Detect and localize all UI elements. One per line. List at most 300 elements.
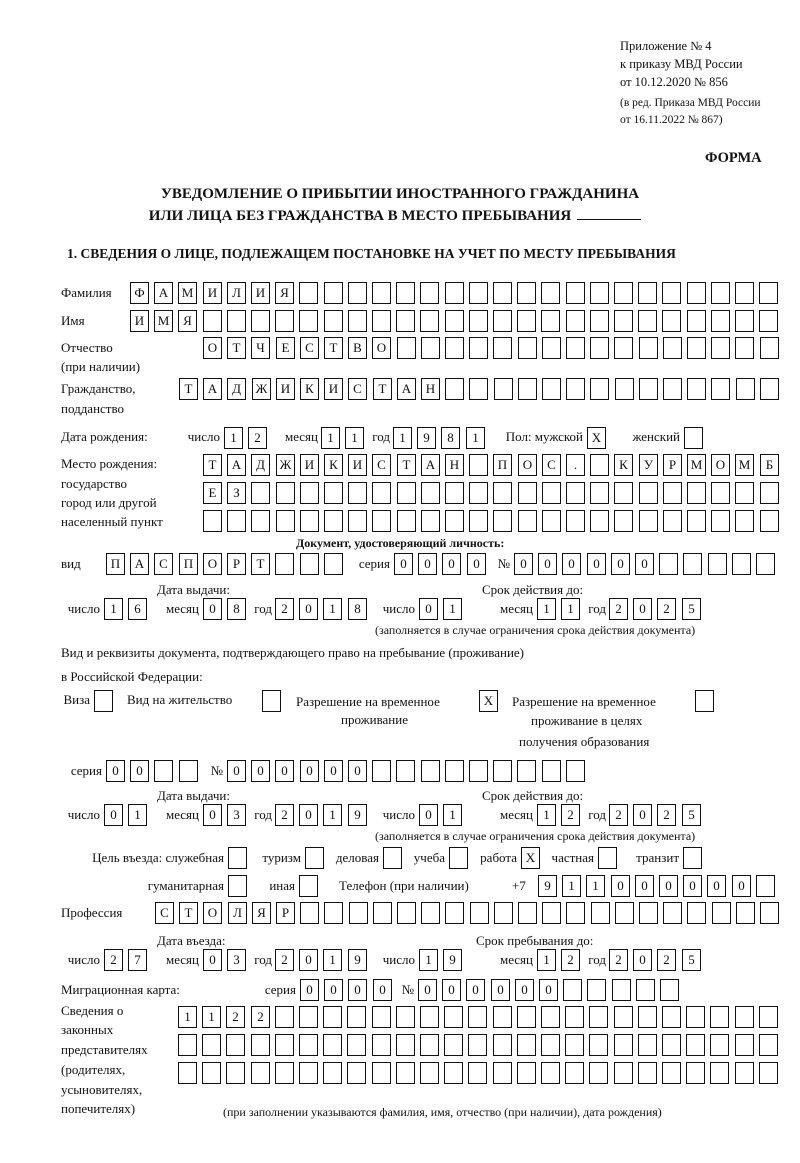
reps-3-box[interactable] (759, 1062, 778, 1084)
surname-box[interactable] (614, 282, 633, 304)
stay-day-box[interactable]: 1 (419, 949, 438, 971)
reps-2-box[interactable] (541, 1034, 560, 1056)
sex-male-box[interactable]: X (587, 427, 606, 449)
citizenship-box[interactable]: Н (421, 378, 440, 400)
citizenship-box[interactable] (542, 378, 561, 400)
birth-place-3-box[interactable] (566, 510, 585, 532)
id-number-box[interactable] (683, 553, 702, 575)
birth-place-3-box[interactable] (687, 510, 706, 532)
name-box[interactable] (445, 310, 464, 332)
name-box[interactable] (711, 310, 730, 332)
birth-place-3-box[interactable] (421, 510, 440, 532)
id-issue-year-box[interactable]: 8 (348, 598, 367, 620)
birth-place-2-box[interactable] (251, 482, 270, 504)
right-number-box[interactable] (421, 760, 440, 782)
surname-box[interactable] (687, 282, 706, 304)
patronymic-box[interactable]: В (348, 337, 367, 359)
citizenship-box[interactable] (615, 378, 634, 400)
reps-3-box[interactable] (202, 1062, 221, 1084)
reps-1-box[interactable] (638, 1006, 657, 1028)
birth-place-1-box[interactable]: У (639, 454, 658, 476)
reps-1-box[interactable] (420, 1006, 439, 1028)
mig-number-box[interactable] (587, 979, 606, 1001)
name-box[interactable] (251, 310, 270, 332)
citizenship-box[interactable]: А (397, 378, 416, 400)
surname-box[interactable]: А (154, 282, 173, 304)
reps-2-box[interactable] (347, 1034, 366, 1056)
name-box[interactable]: Я (178, 310, 197, 332)
id-series-box[interactable]: 0 (418, 553, 437, 575)
birth-place-3-box[interactable] (614, 510, 633, 532)
reps-3-box[interactable] (299, 1062, 318, 1084)
profession-box[interactable] (300, 902, 319, 924)
birth-place-2-box[interactable] (324, 482, 343, 504)
id-kind-box[interactable] (275, 553, 294, 575)
profession-box[interactable] (373, 902, 392, 924)
name-box[interactable] (638, 310, 657, 332)
mig-series-box[interactable]: 0 (348, 979, 367, 1001)
surname-box[interactable] (517, 282, 536, 304)
surname-box[interactable] (420, 282, 439, 304)
birth-place-3-box[interactable] (397, 510, 416, 532)
citizenship-box[interactable] (469, 378, 488, 400)
id-number-box[interactable]: 0 (635, 553, 654, 575)
reps-2-box[interactable] (468, 1034, 487, 1056)
id-valid-year-box[interactable]: 0 (633, 598, 652, 620)
surname-box[interactable]: И (203, 282, 222, 304)
right-issue-year-box[interactable]: 1 (323, 804, 342, 826)
phone-box[interactable]: 0 (732, 875, 751, 897)
entry-month-box[interactable]: 0 (203, 949, 222, 971)
name-box[interactable] (493, 310, 512, 332)
birth-place-1-box[interactable]: Т (397, 454, 416, 476)
surname-box[interactable] (445, 282, 464, 304)
patronymic-box[interactable] (445, 337, 464, 359)
temp-residence-box[interactable]: X (479, 690, 498, 712)
profession-box[interactable] (470, 902, 489, 924)
birth-place-1-box[interactable]: А (421, 454, 440, 476)
citizenship-box[interactable] (518, 378, 537, 400)
birth-place-2-box[interactable] (276, 482, 295, 504)
birth-place-1-box[interactable]: О (518, 454, 537, 476)
right-valid-month-box[interactable]: 1 (537, 804, 556, 826)
phone-box[interactable]: 0 (635, 875, 654, 897)
profession-box[interactable]: О (203, 902, 222, 924)
right-issue-month-box[interactable]: 3 (227, 804, 246, 826)
reps-1-box[interactable] (493, 1006, 512, 1028)
stay-day-box[interactable]: 9 (443, 949, 462, 971)
name-box[interactable] (541, 310, 560, 332)
citizenship-box[interactable]: С (348, 378, 367, 400)
birth-place-3-box[interactable] (300, 510, 319, 532)
purpose-transit-box[interactable] (683, 847, 702, 869)
right-issue-day-box[interactable]: 0 (104, 804, 123, 826)
citizenship-box[interactable]: Д (227, 378, 246, 400)
mig-number-box[interactable]: 0 (466, 979, 485, 1001)
citizenship-box[interactable]: И (276, 378, 295, 400)
citizenship-box[interactable] (566, 378, 585, 400)
reps-2-box[interactable] (226, 1034, 245, 1056)
surname-box[interactable] (324, 282, 343, 304)
id-number-box[interactable] (659, 553, 678, 575)
birth-place-1-box[interactable]: С (542, 454, 561, 476)
reps-2-box[interactable] (662, 1034, 681, 1056)
name-box[interactable] (687, 310, 706, 332)
reps-1-box[interactable] (396, 1006, 415, 1028)
reps-2-box[interactable] (589, 1034, 608, 1056)
patronymic-box[interactable] (639, 337, 658, 359)
purpose-private-box[interactable] (598, 847, 617, 869)
reps-1-box[interactable] (589, 1006, 608, 1028)
birth-place-3-box[interactable] (663, 510, 682, 532)
name-box[interactable] (517, 310, 536, 332)
birth-place-3-box[interactable] (735, 510, 754, 532)
birth-month-box[interactable]: 1 (321, 427, 340, 449)
citizenship-box[interactable]: И (324, 378, 343, 400)
entry-year-box[interactable]: 9 (348, 949, 367, 971)
profession-box[interactable] (324, 902, 343, 924)
surname-box[interactable] (735, 282, 754, 304)
id-kind-box[interactable]: П (106, 553, 125, 575)
reps-3-box[interactable] (420, 1062, 439, 1084)
id-kind-box[interactable]: П (179, 553, 198, 575)
surname-box[interactable] (541, 282, 560, 304)
birth-place-1-box[interactable]: И (300, 454, 319, 476)
reps-2-box[interactable] (638, 1034, 657, 1056)
surname-box[interactable]: М (178, 282, 197, 304)
reps-3-box[interactable] (468, 1062, 487, 1084)
mig-number-box[interactable] (660, 979, 679, 1001)
birth-place-1-box[interactable]: . (566, 454, 585, 476)
birth-day-box[interactable]: 1 (224, 427, 243, 449)
profession-box[interactable]: Л (228, 902, 247, 924)
birth-place-1-box[interactable]: Р (663, 454, 682, 476)
patronymic-box[interactable] (566, 337, 585, 359)
mig-number-box[interactable] (612, 979, 631, 1001)
reps-1-box[interactable] (517, 1006, 536, 1028)
id-valid-year-box[interactable]: 5 (682, 598, 701, 620)
reps-2-box[interactable] (493, 1034, 512, 1056)
right-number-box[interactable] (469, 760, 488, 782)
reps-2-box[interactable] (614, 1034, 633, 1056)
stay-month-box[interactable]: 2 (561, 949, 580, 971)
id-kind-box[interactable]: С (154, 553, 173, 575)
birth-place-1-box[interactable]: Ж (276, 454, 295, 476)
id-number-box[interactable] (708, 553, 727, 575)
right-number-box[interactable]: 0 (300, 760, 319, 782)
reps-3-box[interactable] (226, 1062, 245, 1084)
profession-box[interactable]: Т (179, 902, 198, 924)
reps-3-box[interactable] (565, 1062, 584, 1084)
birth-place-3-box[interactable] (276, 510, 295, 532)
patronymic-box[interactable] (493, 337, 512, 359)
reps-2-box[interactable] (251, 1034, 270, 1056)
id-issue-day-box[interactable]: 1 (104, 598, 123, 620)
name-box[interactable] (566, 310, 585, 332)
reps-1-box[interactable] (372, 1006, 391, 1028)
birth-place-2-box[interactable] (663, 482, 682, 504)
birth-place-3-box[interactable] (445, 510, 464, 532)
birth-place-2-box[interactable] (372, 482, 391, 504)
right-series-box[interactable] (154, 760, 173, 782)
citizenship-box[interactable]: Ж (252, 378, 271, 400)
name-box[interactable] (275, 310, 294, 332)
name-box[interactable] (324, 310, 343, 332)
reps-3-box[interactable] (275, 1062, 294, 1084)
birth-place-1-box[interactable]: Д (251, 454, 270, 476)
surname-box[interactable] (566, 282, 585, 304)
citizenship-box[interactable] (445, 378, 464, 400)
right-number-box[interactable]: 0 (251, 760, 270, 782)
entry-year-box[interactable]: 0 (299, 949, 318, 971)
patronymic-box[interactable] (469, 337, 488, 359)
reps-2-box[interactable] (275, 1034, 294, 1056)
mig-number-box[interactable]: 0 (442, 979, 461, 1001)
citizenship-box[interactable] (494, 378, 513, 400)
sex-female-box[interactable] (684, 427, 703, 449)
purpose-humanitarian-box[interactable] (228, 875, 247, 897)
name-box[interactable] (420, 310, 439, 332)
phone-box[interactable]: 1 (562, 875, 581, 897)
birth-place-3-box[interactable] (590, 510, 609, 532)
citizenship-box[interactable] (663, 378, 682, 400)
phone-box[interactable] (756, 875, 775, 897)
surname-box[interactable] (372, 282, 391, 304)
residence-permit-box[interactable] (262, 690, 281, 712)
purpose-other-box[interactable] (299, 875, 318, 897)
phone-box[interactable]: 1 (586, 875, 605, 897)
mig-number-box[interactable]: 0 (491, 979, 510, 1001)
surname-box[interactable] (299, 282, 318, 304)
entry-day-box[interactable]: 7 (128, 949, 147, 971)
right-number-box[interactable] (517, 760, 536, 782)
birth-place-2-box[interactable] (590, 482, 609, 504)
purpose-study-box[interactable] (449, 847, 468, 869)
id-valid-day-box[interactable]: 1 (443, 598, 462, 620)
mig-number-box[interactable]: 0 (418, 979, 437, 1001)
citizenship-box[interactable] (639, 378, 658, 400)
name-box[interactable] (299, 310, 318, 332)
reps-1-box[interactable] (323, 1006, 342, 1028)
reps-3-box[interactable] (396, 1062, 415, 1084)
stay-year-box[interactable]: 0 (633, 949, 652, 971)
reps-2-box[interactable] (420, 1034, 439, 1056)
reps-2-box[interactable] (517, 1034, 536, 1056)
visa-box[interactable] (94, 690, 113, 712)
birth-place-2-box[interactable] (300, 482, 319, 504)
entry-month-box[interactable]: 3 (227, 949, 246, 971)
birth-place-3-box[interactable] (639, 510, 658, 532)
patronymic-box[interactable] (518, 337, 537, 359)
patronymic-box[interactable] (663, 337, 682, 359)
reps-1-box[interactable]: 2 (251, 1006, 270, 1028)
profession-box[interactable] (397, 902, 416, 924)
id-issue-year-box[interactable]: 2 (275, 598, 294, 620)
patronymic-box[interactable]: Ч (251, 337, 270, 359)
birth-place-2-box[interactable] (348, 482, 367, 504)
name-box[interactable] (372, 310, 391, 332)
birth-day-box[interactable]: 2 (248, 427, 267, 449)
phone-box[interactable]: 0 (683, 875, 702, 897)
id-issue-year-box[interactable]: 1 (323, 598, 342, 620)
birth-place-1-box[interactable]: Н (445, 454, 464, 476)
birth-year-box[interactable]: 8 (441, 427, 460, 449)
birth-month-box[interactable]: 1 (345, 427, 364, 449)
reps-3-box[interactable] (444, 1062, 463, 1084)
right-valid-year-box[interactable]: 2 (609, 804, 628, 826)
mig-number-box[interactable]: 0 (539, 979, 558, 1001)
patronymic-box[interactable]: О (372, 337, 391, 359)
right-issue-month-box[interactable]: 0 (203, 804, 222, 826)
stay-year-box[interactable]: 2 (657, 949, 676, 971)
citizenship-box[interactable] (687, 378, 706, 400)
id-number-box[interactable]: 0 (562, 553, 581, 575)
mig-number-box[interactable] (563, 979, 582, 1001)
reps-2-box[interactable] (396, 1034, 415, 1056)
birth-place-2-box[interactable] (735, 482, 754, 504)
id-kind-box[interactable]: Р (227, 553, 246, 575)
surname-box[interactable]: И (251, 282, 270, 304)
reps-3-box[interactable] (493, 1062, 512, 1084)
id-issue-day-box[interactable]: 6 (128, 598, 147, 620)
name-box[interactable] (469, 310, 488, 332)
profession-box[interactable] (518, 902, 537, 924)
right-series-box[interactable] (179, 760, 198, 782)
profession-box[interactable] (542, 902, 561, 924)
stay-year-box[interactable]: 2 (609, 949, 628, 971)
profession-box[interactable] (736, 902, 755, 924)
id-kind-box[interactable]: О (203, 553, 222, 575)
reps-3-box[interactable] (541, 1062, 560, 1084)
birth-place-1-box[interactable]: С (372, 454, 391, 476)
name-box[interactable] (227, 310, 246, 332)
right-number-box[interactable] (566, 760, 585, 782)
right-issue-year-box[interactable]: 0 (299, 804, 318, 826)
birth-place-2-box[interactable] (421, 482, 440, 504)
surname-box[interactable]: Ф (130, 282, 149, 304)
patronymic-box[interactable] (590, 337, 609, 359)
reps-1-box[interactable] (710, 1006, 729, 1028)
patronymic-box[interactable]: Т (227, 337, 246, 359)
reps-1-box[interactable] (759, 1006, 778, 1028)
surname-box[interactable] (469, 282, 488, 304)
right-issue-day-box[interactable]: 1 (128, 804, 147, 826)
profession-box[interactable] (687, 902, 706, 924)
phone-box[interactable]: 0 (611, 875, 630, 897)
id-valid-month-box[interactable]: 1 (561, 598, 580, 620)
reps-3-box[interactable] (686, 1062, 705, 1084)
birth-place-3-box[interactable] (542, 510, 561, 532)
right-valid-year-box[interactable]: 2 (657, 804, 676, 826)
purpose-work-box[interactable]: X (521, 847, 540, 869)
reps-3-box[interactable] (347, 1062, 366, 1084)
citizenship-box[interactable] (736, 378, 755, 400)
right-number-box[interactable]: 0 (324, 760, 343, 782)
birth-place-2-box[interactable] (711, 482, 730, 504)
id-kind-box[interactable]: А (130, 553, 149, 575)
profession-box[interactable] (421, 902, 440, 924)
birth-place-1-box[interactable] (469, 454, 488, 476)
phone-box[interactable]: 0 (707, 875, 726, 897)
id-valid-day-box[interactable]: 0 (419, 598, 438, 620)
right-number-box[interactable]: 0 (275, 760, 294, 782)
surname-box[interactable] (396, 282, 415, 304)
name-box[interactable] (662, 310, 681, 332)
id-kind-box[interactable] (300, 553, 319, 575)
reps-2-box[interactable] (686, 1034, 705, 1056)
citizenship-box[interactable]: А (203, 378, 222, 400)
right-number-box[interactable]: 0 (227, 760, 246, 782)
birth-place-1-box[interactable]: О (711, 454, 730, 476)
profession-box[interactable]: Я (252, 902, 271, 924)
mig-number-box[interactable] (636, 979, 655, 1001)
birth-place-2-box[interactable] (542, 482, 561, 504)
profession-box[interactable] (760, 902, 779, 924)
patronymic-box[interactable]: С (300, 337, 319, 359)
purpose-official-box[interactable] (228, 847, 247, 869)
birth-place-1-box[interactable]: Т (203, 454, 222, 476)
birth-place-3-box[interactable] (227, 510, 246, 532)
reps-1-box[interactable] (735, 1006, 754, 1028)
name-box[interactable] (759, 310, 778, 332)
birth-place-3-box[interactable] (518, 510, 537, 532)
surname-box[interactable]: Я (275, 282, 294, 304)
birth-year-box[interactable]: 1 (393, 427, 412, 449)
reps-1-box[interactable] (541, 1006, 560, 1028)
patronymic-box[interactable] (397, 337, 416, 359)
id-number-box[interactable] (756, 553, 775, 575)
right-valid-month-box[interactable]: 2 (561, 804, 580, 826)
citizenship-box[interactable] (711, 378, 730, 400)
reps-3-box[interactable] (735, 1062, 754, 1084)
phone-box[interactable]: 9 (538, 875, 557, 897)
profession-box[interactable] (591, 902, 610, 924)
reps-2-box[interactable] (735, 1034, 754, 1056)
birth-place-2-box[interactable] (493, 482, 512, 504)
reps-1-box[interactable]: 1 (202, 1006, 221, 1028)
birth-place-1-box[interactable]: М (735, 454, 754, 476)
right-number-box[interactable] (542, 760, 561, 782)
reps-1-box[interactable] (444, 1006, 463, 1028)
patronymic-box[interactable] (421, 337, 440, 359)
patronymic-box[interactable] (687, 337, 706, 359)
reps-1-box[interactable] (275, 1006, 294, 1028)
reps-1-box[interactable] (565, 1006, 584, 1028)
purpose-business-box[interactable] (383, 847, 402, 869)
patronymic-box[interactable] (542, 337, 561, 359)
reps-1-box[interactable] (662, 1006, 681, 1028)
id-kind-box[interactable]: Т (251, 553, 270, 575)
birth-place-3-box[interactable] (203, 510, 222, 532)
name-box[interactable] (203, 310, 222, 332)
reps-3-box[interactable] (710, 1062, 729, 1084)
patronymic-box[interactable]: Т (324, 337, 343, 359)
id-valid-year-box[interactable]: 2 (609, 598, 628, 620)
id-number-box[interactable]: 0 (514, 553, 533, 575)
reps-3-box[interactable] (178, 1062, 197, 1084)
birth-place-2-box[interactable] (566, 482, 585, 504)
right-issue-year-box[interactable]: 9 (348, 804, 367, 826)
mig-number-box[interactable]: 0 (515, 979, 534, 1001)
id-issue-year-box[interactable]: 0 (299, 598, 318, 620)
birth-place-2-box[interactable]: Е (203, 482, 222, 504)
right-number-box[interactable]: 0 (348, 760, 367, 782)
entry-year-box[interactable]: 2 (275, 949, 294, 971)
name-box[interactable]: М (154, 310, 173, 332)
reps-3-box[interactable] (638, 1062, 657, 1084)
reps-2-box[interactable] (202, 1034, 221, 1056)
profession-box[interactable]: С (155, 902, 174, 924)
